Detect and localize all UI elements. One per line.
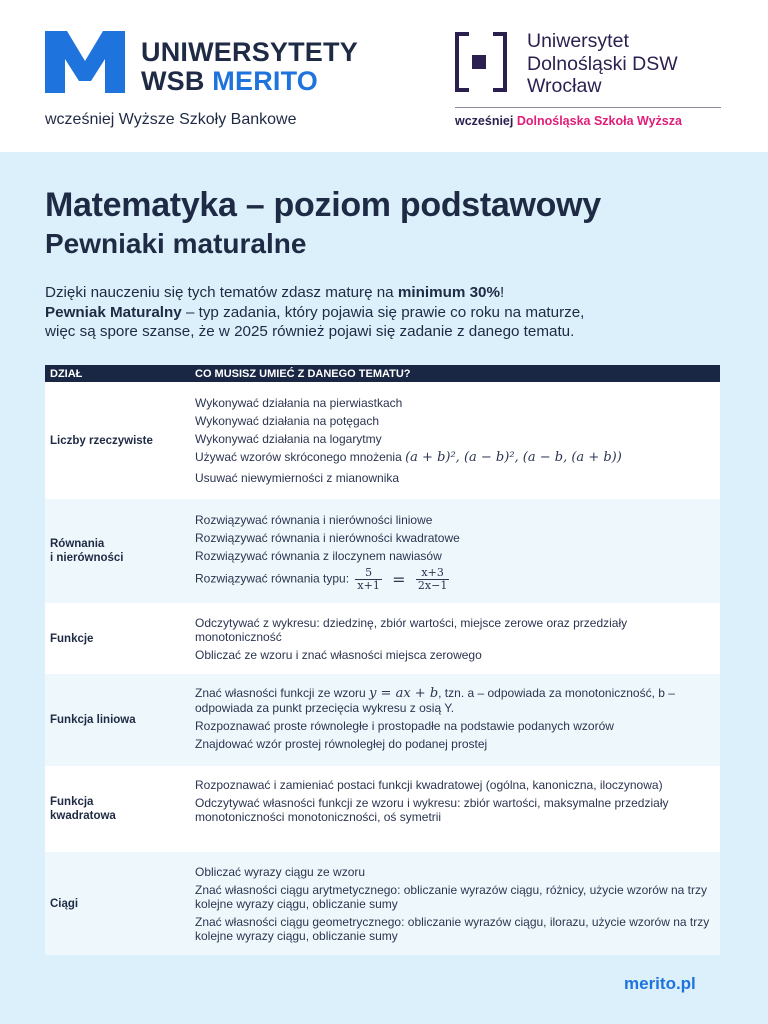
category-line1: Funkcja: [50, 796, 94, 808]
dsw-former-school: Dolnośląska Szkoła Wyższa: [516, 114, 682, 128]
wsb-former-name: wcześniej Wyższe Szkoły Bankowe: [45, 111, 297, 128]
dsw-wordmark: [527, 30, 678, 98]
dsw-name-line1: Uniwersytet: [527, 30, 629, 52]
list-item: Rozwiązywać równania i nierówności liniowe: [195, 513, 433, 527]
dsw-name-line3: Wrocław: [527, 75, 602, 97]
category-label: [50, 537, 190, 565]
table-row: [45, 766, 720, 852]
wsb-merito-wordmark: [141, 39, 358, 95]
category-label: Ciągi: [50, 897, 79, 910]
list-item: Rozwiązywać równania z iloczynem nawiasów: [195, 549, 442, 563]
intro-p2-rest: – typ zadania, który pojawia się prawie co roku na maturze,: [181, 303, 585, 321]
equals-sign: =: [392, 569, 406, 589]
list-item: [195, 450, 712, 465]
category-label: Funkcje: [50, 632, 94, 645]
page-subtitle: Pewniaki maturalne: [45, 228, 307, 259]
category-line2: kwadratowa: [50, 810, 116, 822]
category-line2: i nierówności: [50, 552, 124, 564]
list-item: Odczytywać własności funkcji ze wzoru i wykresu: zbiór wartości, maksymalne przedziały monotoniczności monotoniczności, oś symetrii: [195, 796, 669, 824]
list-item: Obliczać wyrazy ciągu ze wzoru: [195, 865, 366, 879]
list-item: Usuwać niewymierności z mianownika: [195, 471, 400, 485]
list-item: Obliczać ze wzoru i znać własności miejsca zerowego: [195, 648, 482, 662]
topics-table: [45, 365, 720, 955]
dsw-name-line2: Dolnośląski DSW: [527, 52, 678, 75]
list-item-text: Znać własności funkcji ze wzoru: [195, 686, 370, 700]
topic-list: [195, 686, 712, 755]
category-label: [50, 795, 190, 823]
list-item: [195, 686, 712, 715]
intro-p1-a: Dzięki nauczeniu się tych tematów zdasz maturę na: [45, 284, 398, 301]
list-item: Rozwiązywać równania i nierówności kwadratowe: [195, 531, 460, 545]
merito-website-link[interactable]: merito.pl: [624, 974, 696, 993]
fraction-left: [355, 567, 381, 592]
list-item-text: Rozwiązywać równania typu:: [195, 571, 353, 586]
list-item-text: , tzn. a – odpowiada za monotoniczność, b – odpowiada za punkt przecięcia wykresu z osią Y.: [195, 686, 675, 715]
category-label: Funkcja liniowa: [50, 714, 136, 726]
formula: (a + b)², (a − b)², (a − b, (a + b)): [405, 450, 622, 465]
list-item: Znać własności ciągu arytmetycznego: obliczanie wyrazów ciągu, różnicy, użycie wzorów na trzy kolejne wyrazy ciągu, obliczanie sumy: [195, 883, 707, 911]
table-row: [45, 499, 720, 603]
list-item: [195, 567, 712, 592]
topic-list: [195, 396, 712, 489]
page-title: Matematyka – poziom podstawowy: [45, 186, 601, 224]
table-row: [45, 382, 720, 499]
topic-list: [195, 865, 712, 947]
intro-p1-c: !: [499, 284, 505, 301]
dsw-former-prefix: wcześniej: [455, 114, 517, 128]
header: [0, 0, 768, 152]
header-co-musisz: CO MUSISZ UMIEĆ Z DANEGO TEMATU?: [195, 368, 411, 380]
fraction-denominator: x+1: [357, 579, 380, 592]
category-line1: Równania: [50, 538, 105, 550]
wsb-name-wsb: WSB: [141, 66, 205, 96]
list-item: Wykonywać działania na pierwiastkach: [195, 396, 403, 410]
category-label: Liczby rzeczywiste: [50, 434, 153, 447]
wsb-name-merito: MERITO: [212, 66, 319, 96]
fraction-numerator: x+3: [416, 567, 449, 580]
topic-list: [195, 513, 712, 596]
table-row: [45, 603, 720, 674]
topic-list: [195, 778, 712, 828]
list-item: Wykonywać działania na logarytmy: [195, 432, 382, 446]
topic-list: [195, 616, 712, 666]
header-dzial: DZIAŁ: [50, 368, 83, 380]
intro-text: [45, 283, 725, 342]
table-header: [45, 365, 720, 382]
list-item: Rozpoznawać i zamieniać postaci funkcji kwadratowej (ogólna, kanoniczna, iloczynowa): [195, 778, 663, 792]
wsb-merito-logo-mark: [45, 31, 125, 93]
list-item: Znajdować wzór prostej równoległej do podanej prostej: [195, 737, 488, 751]
dsw-former-name: [455, 114, 682, 128]
list-item-text: Używać wzorów skróconego mnożenia: [195, 450, 406, 464]
formula: y = ax + b: [369, 686, 439, 701]
intro-p2-bold: Pewniak Maturalny: [45, 303, 182, 321]
list-item: Rozpoznawać proste równoległe i prostopadłe na podstawie podanych wzorów: [195, 719, 614, 733]
list-item: Znać własności ciągu geometrycznego: obliczanie wyrazów ciągu, ilorazu, użycie wzorów na trzy kolejne wyrazy ciągu, obliczanie sumy: [195, 915, 710, 943]
fraction-denominator: 2x−1: [417, 579, 448, 592]
wsb-name-line1: UNIWERSYTETY: [141, 37, 358, 67]
list-item: Odczytywać z wykresu: dziedzinę, zbiór wartości, miejsce zerowe oraz przedziały monotoniczność: [195, 616, 628, 644]
fraction-numerator: 5: [355, 567, 381, 580]
intro-p3: więc są spore szanse, że w 2025 również pojawi się zadanie z danego tematu.: [45, 323, 575, 340]
dsw-divider: [455, 107, 721, 108]
intro-p1-bold: minimum 30%: [397, 284, 500, 301]
list-item: Wykonywać działania na potęgach: [195, 414, 380, 428]
table-row: [45, 674, 720, 766]
fraction-right: [416, 567, 449, 592]
dsw-logo-mark: [455, 32, 507, 92]
table-row: [45, 852, 720, 955]
